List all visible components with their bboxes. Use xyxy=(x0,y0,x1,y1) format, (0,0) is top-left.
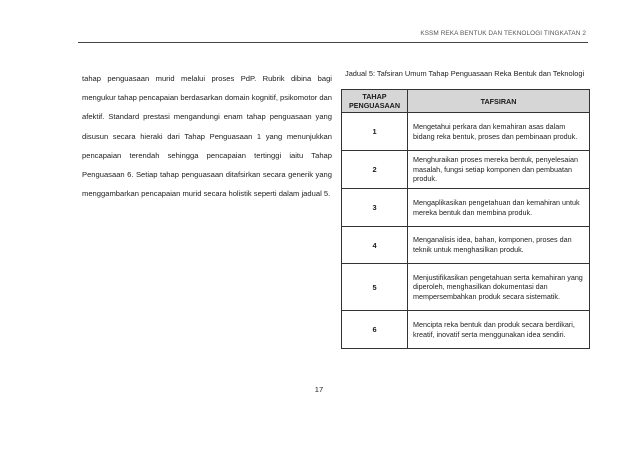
table-row xyxy=(342,264,590,311)
table-caption-text: Tafsiran Umum Tahap Penguasaan Reka Bentuk dan Teknologi xyxy=(376,69,585,78)
proficiency-table xyxy=(341,89,590,349)
description-cell: Mengaplikasikan pengetahuan dan kemahiran untuk mereka bentuk dan membina produk. xyxy=(408,189,590,227)
table-row xyxy=(342,113,590,151)
body-paragraph: tahap penguasaan murid melalui proses PdP. Rubrik dibina bagi mengukur tahap pencapaian berdasarkan domain kognitif, psikomotor dan afektif. Standard prestasi mengandungi enam tahap penguasaan yang disusun secara hieraki dari Tahap Penguasaan 1 yang menunjukkan pencapaian terendah sehingga pencapaian tertinggi iaitu Tahap Penguasaan 6. Setiap tahap penguasaan ditafsirkan secara generik yang menggambarkan pencapaian murid secara holistik seperti dalam jadual 5. xyxy=(82,74,332,199)
description-cell: Menjustifikasikan pengetahuan serta kemahiran yang diperoleh, menghasilkan dokumentasi dan mempersembahkan produk secara sistematik. xyxy=(408,264,590,311)
header-interpretation: TAFSIRAN xyxy=(408,90,590,113)
header-level: TAHAP PENGUASAAN xyxy=(342,90,408,113)
header-divider xyxy=(78,42,588,43)
table-caption xyxy=(345,69,591,78)
level-cell: 3 xyxy=(342,189,408,227)
table-caption-number: Jadual 5: xyxy=(345,69,375,78)
table-row xyxy=(342,227,590,264)
page-number: 17 xyxy=(314,385,324,394)
table-row xyxy=(342,151,590,189)
level-cell: 6 xyxy=(342,311,408,349)
table-header-row xyxy=(342,90,590,113)
table-row xyxy=(342,311,590,349)
body-text-column xyxy=(82,69,332,203)
page-header-title: KSSM REKA BENTUK DAN TEKNOLOGI TINGKATAN 2 xyxy=(420,30,586,37)
table-row xyxy=(342,189,590,227)
description-cell: Menganalisis idea, bahan, komponen, proses dan teknik untuk menghasilkan produk. xyxy=(408,227,590,264)
level-cell: 1 xyxy=(342,113,408,151)
description-cell: Mencipta reka bentuk dan produk secara berdikari, kreatif, inovatif serta menggunakan idea sendiri. xyxy=(408,311,590,349)
level-cell: 2 xyxy=(342,151,408,189)
level-cell: 4 xyxy=(342,227,408,264)
level-cell: 5 xyxy=(342,264,408,311)
description-cell: Mengetahui perkara dan kemahiran asas dalam bidang reka bentuk, proses dan pembinaan produk. xyxy=(408,113,590,151)
description-cell: Menghuraikan proses mereka bentuk, penyelesaian masalah, fungsi setiap komponen dan pembuatan produk. xyxy=(408,151,590,189)
